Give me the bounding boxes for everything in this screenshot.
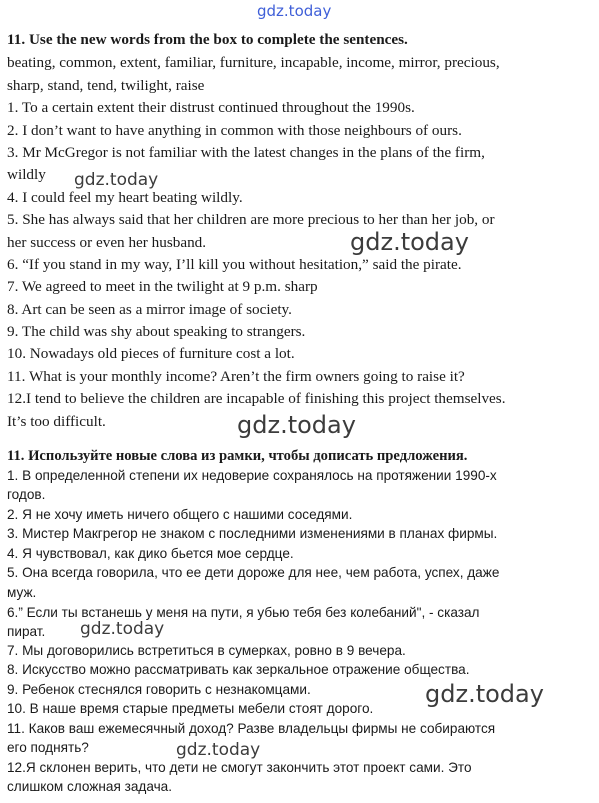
watermark: gdz.today bbox=[425, 680, 544, 708]
russian-sentence: 9. Ребенок стеснялся говорить с незнакомцами. bbox=[7, 682, 311, 697]
russian-sentence: 12.Я склонен верить, что дети не смогут закончить этот проект сами. Это bbox=[7, 760, 472, 775]
english-sentence: 9. The child was shy about speaking to strangers. bbox=[7, 323, 306, 340]
english-sentence: 7. We agreed to meet in the twilight at 9 p.m. sharp bbox=[7, 278, 318, 295]
english-sentence: 2. I don’t want to have anything in common with those neighbours of ours. bbox=[7, 122, 462, 139]
english-sentence: 11. What is your monthly income? Aren’t the firm owners going to raise it? bbox=[7, 368, 465, 385]
watermark: gdz.today bbox=[80, 619, 165, 639]
russian-sentence: его поднять? bbox=[7, 740, 89, 755]
english-sentence: her success or even her husband. bbox=[7, 234, 207, 251]
watermark: gdz.today bbox=[74, 170, 159, 190]
russian-sentence: 4. Я чувствовал, как дико бьется мое сердце. bbox=[7, 546, 294, 561]
english-sentence: 8. Art can be seen as a mirror image of society. bbox=[7, 301, 292, 318]
russian-sentence: 5. Она всегда говорила, что ее дети дороже для нее, чем работа, успех, даже bbox=[7, 565, 500, 580]
russian-sentence: 1. В определенной степени их недоверие сохранялось на протяжении 1990-х bbox=[7, 468, 497, 483]
english-sentence: It’s too difficult. bbox=[7, 413, 106, 430]
russian-sentence: муж. bbox=[7, 585, 37, 600]
russian-heading: 11. Используйте новые слова из рамки, чтобы дописать предложения. bbox=[7, 448, 468, 464]
watermark: gdz.today bbox=[176, 740, 261, 760]
russian-sentence: годов. bbox=[7, 487, 46, 502]
russian-sentence: 6.” Если ты встанешь у меня на пути, я убью тебя без колебаний", - сказал bbox=[7, 605, 480, 620]
russian-sentence: 2. Я не хочу иметь ничего общего с нашими соседями. bbox=[7, 507, 353, 522]
russian-sentence: 11. Каков ваш ежемесячный доход? Разве владельцы фирмы не собираются bbox=[7, 721, 496, 736]
english-sentence: 4. I could feel my heart beating wildly. bbox=[7, 189, 243, 206]
english-sentence: 10. Nowadays old pieces of furniture cost a lot. bbox=[7, 345, 295, 362]
watermark: gdz.today bbox=[350, 228, 469, 256]
english-sentence: 6. “If you stand in my way, I’ll kill you without hesitation,” said the pirate. bbox=[7, 256, 462, 273]
russian-sentence: 7. Мы договорились встретиться в сумерках, ровно в 9 вечера. bbox=[7, 643, 406, 658]
russian-sentence: слишком сложная задача. bbox=[7, 779, 173, 794]
box-words: beating, common, extent, familiar, furniture, incapable, income, mirror, precious, bbox=[7, 54, 500, 71]
box-words: sharp, stand, tend, twilight, raise bbox=[7, 77, 205, 94]
english-sentence: 1. To a certain extent their distrust continued throughout the 1990s. bbox=[7, 99, 415, 116]
watermark: gdz.today bbox=[237, 411, 356, 439]
russian-sentence: 10. В наше время старые предметы мебели стоят дорого. bbox=[7, 701, 374, 716]
english-sentence: 5. She has always said that her children are more precious to her than her job, or bbox=[7, 211, 495, 228]
english-heading: 11. Use the new words from the box to complete the sentences. bbox=[7, 31, 408, 48]
russian-sentence: 8. Искусство можно рассматривать как зеркальное отражение общества. bbox=[7, 662, 470, 677]
watermark-top: gdz.today bbox=[257, 2, 332, 20]
russian-sentence: пират. bbox=[7, 624, 46, 639]
russian-sentence: 3. Мистер Макгрегор не знаком с последними изменениями в планах фирмы. bbox=[7, 526, 498, 541]
english-sentence: 3. Mr McGregor is not familiar with the latest changes in the plans of the firm, bbox=[7, 144, 485, 161]
english-sentence: wildly bbox=[7, 166, 46, 183]
english-sentence: 12.I tend to believe the children are incapable of finishing this project themselves. bbox=[7, 390, 506, 407]
